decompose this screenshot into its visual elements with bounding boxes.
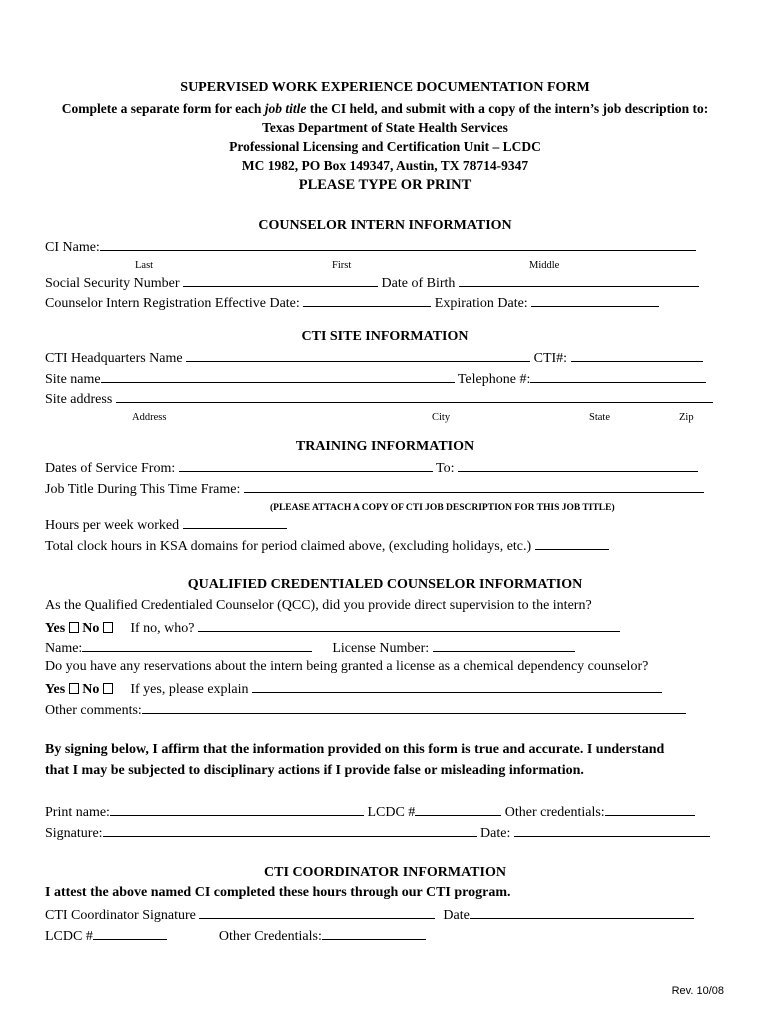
site-address-field[interactable] [116,390,713,403]
coordinator-attestation: I attest the above named CI completed these hours through our CTI program. [45,885,511,900]
job-title-field[interactable] [244,480,704,493]
ci-name-label: CI Name: [45,240,100,255]
telephone-field[interactable] [530,370,706,383]
coordinator-date-field[interactable] [470,906,694,919]
other-comments-row [45,701,686,719]
dob-field[interactable] [459,274,699,287]
dob-label: Date of Birth [381,276,456,291]
signature-row [45,824,710,842]
hq-row [45,349,703,367]
total-hours-label: Total clock hours in KSA domains for period claimed above, (excluding holidays, etc.) [45,539,532,554]
if-no-label: If no, who? [130,621,195,636]
total-hours-field[interactable] [535,537,609,550]
qcc-name-row [45,639,575,657]
if-yes-label: If yes, please explain [130,682,249,697]
coordinator-signature-field[interactable] [199,906,435,919]
dates-row [45,459,698,477]
exp-date-field[interactable] [531,294,659,307]
type-or-print-note: PLEASE TYPE OR PRINT [298,177,472,193]
signature-date-field[interactable] [514,824,710,837]
coordinator-lcdc-field[interactable] [93,927,167,940]
print-name-field[interactable] [110,803,364,816]
coordinator-lcdc-row [45,927,426,945]
coordinator-date-label: Date [443,908,470,923]
cti-number-field[interactable] [571,349,703,362]
print-name-label: Print name: [45,805,110,820]
city-caption: City [432,412,451,423]
address-agency: Texas Department of State Health Services [262,120,508,135]
ci-last-caption: Last [135,260,154,271]
hq-name-field[interactable] [186,349,530,362]
affirmation-line-2: that I may be subjected to disciplinary actions if I provide false or misleading information. [45,763,584,778]
no-label-2: No [82,682,100,697]
zip-caption: Zip [679,412,694,423]
attach-note: (PLEASE ATTACH A COPY OF CTI JOB DESCRIPTION FOR THIS JOB TITLE) [270,503,615,513]
coordinator-lcdc-label: LCDC # [45,929,93,944]
no-label-1: No [82,621,100,636]
reservations-answer-row [45,680,662,698]
qcc-question-supervision: As the Qualified Credentialed Counselor (QCC), did you provide direct supervision to the intern? [45,598,592,613]
affirmation-line-1: By signing below, I affirm that the information provided on this form is true and accurate. I understand [45,742,665,757]
yes-label-1: Yes [45,621,66,636]
site-name-label: Site name [45,372,101,387]
ssn-dob-row [45,274,699,292]
site-name-field[interactable] [101,370,455,383]
qcc-name-label: Name: [45,641,83,656]
revision-label: Rev. 10/08 [671,985,724,997]
form-instructions: Complete a separate form for each job title the CI held, and submit with a copy of the intern’s job description to: [61,101,709,116]
telephone-label: Telephone #: [457,372,531,387]
hours-week-label: Hours per week worked [45,518,180,533]
qcc-section-heading: QUALIFIED CREDENTIALED COUNSELOR INFORMATION [187,577,583,592]
coordinator-other-credentials-label: Other Credentials: [218,929,322,944]
coordinator-signature-row [45,906,694,924]
signature-date-label: Date: [480,826,511,841]
hours-week-field[interactable] [183,516,287,529]
license-number-label: License Number: [332,641,430,656]
other-comments-field[interactable] [142,701,686,714]
reg-date-label: Counselor Intern Registration Effective Date: [45,296,300,311]
yes-checkbox-2[interactable] [69,683,79,694]
ci-name-row [45,238,696,256]
address-unit: Professional Licensing and Certification Unit – LCDC [229,139,541,154]
site-name-row [45,370,706,388]
hours-week-row [45,516,287,534]
ssn-label: Social Security Number [45,276,180,291]
license-number-field[interactable] [433,639,575,652]
site-address-row [45,390,713,408]
dates-from-field[interactable] [179,459,433,472]
cti-number-label: CTI#: [533,351,568,366]
registration-row [45,294,659,312]
lcdc-field[interactable] [415,803,501,816]
dates-to-field[interactable] [458,459,698,472]
state-caption: State [589,412,610,423]
if-no-field[interactable] [198,619,620,632]
coordinator-other-credentials-field[interactable] [322,927,426,940]
intern-section-heading: COUNSELOR INTERN INFORMATION [258,218,512,233]
no-checkbox-1[interactable] [103,622,113,633]
ci-middle-caption: Middle [529,260,560,271]
yes-checkbox-1[interactable] [69,622,79,633]
dates-from-label: Dates of Service From: [45,461,176,476]
training-section-heading: TRAINING INFORMATION [295,439,475,454]
exp-date-label: Expiration Date: [434,296,528,311]
no-checkbox-2[interactable] [103,683,113,694]
coordinator-signature-label: CTI Coordinator Signature [45,908,196,923]
ci-first-caption: First [332,260,352,271]
supervision-answer-row [45,619,620,637]
address-mail: MC 1982, PO Box 149347, Austin, TX 78714-9347 [241,158,529,173]
qcc-question-reservations: Do you have any reservations about the intern being granted a license as a chemical dependency counselor? [45,659,649,674]
ci-name-field[interactable] [100,238,696,251]
signature-label: Signature: [45,826,103,841]
yes-label-2: Yes [45,682,66,697]
job-title-row [45,480,704,498]
ssn-field[interactable] [183,274,378,287]
other-credentials-label: Other credentials: [504,805,605,820]
job-title-label: Job Title During This Time Frame: [45,482,241,497]
if-yes-field[interactable] [252,680,662,693]
signature-field[interactable] [103,824,477,837]
dates-to-label: To: [436,461,455,476]
coordinator-section-heading: CTI COORDINATOR INFORMATION [264,865,506,880]
other-credentials-field[interactable] [605,803,695,816]
lcdc-label: LCDC # [367,805,416,820]
site-section-heading: CTI SITE INFORMATION [301,329,469,344]
site-address-label: Site address [45,392,113,407]
qcc-name-field[interactable] [82,639,312,652]
other-comments-label: Other comments: [45,703,142,718]
hq-name-label: CTI Headquarters Name [45,351,183,366]
address-caption: Address [132,412,167,423]
total-hours-row [45,537,609,555]
reg-date-field[interactable] [303,294,431,307]
form-title: SUPERVISED WORK EXPERIENCE DOCUMENTATION FORM [180,80,590,95]
print-name-row [45,803,695,821]
